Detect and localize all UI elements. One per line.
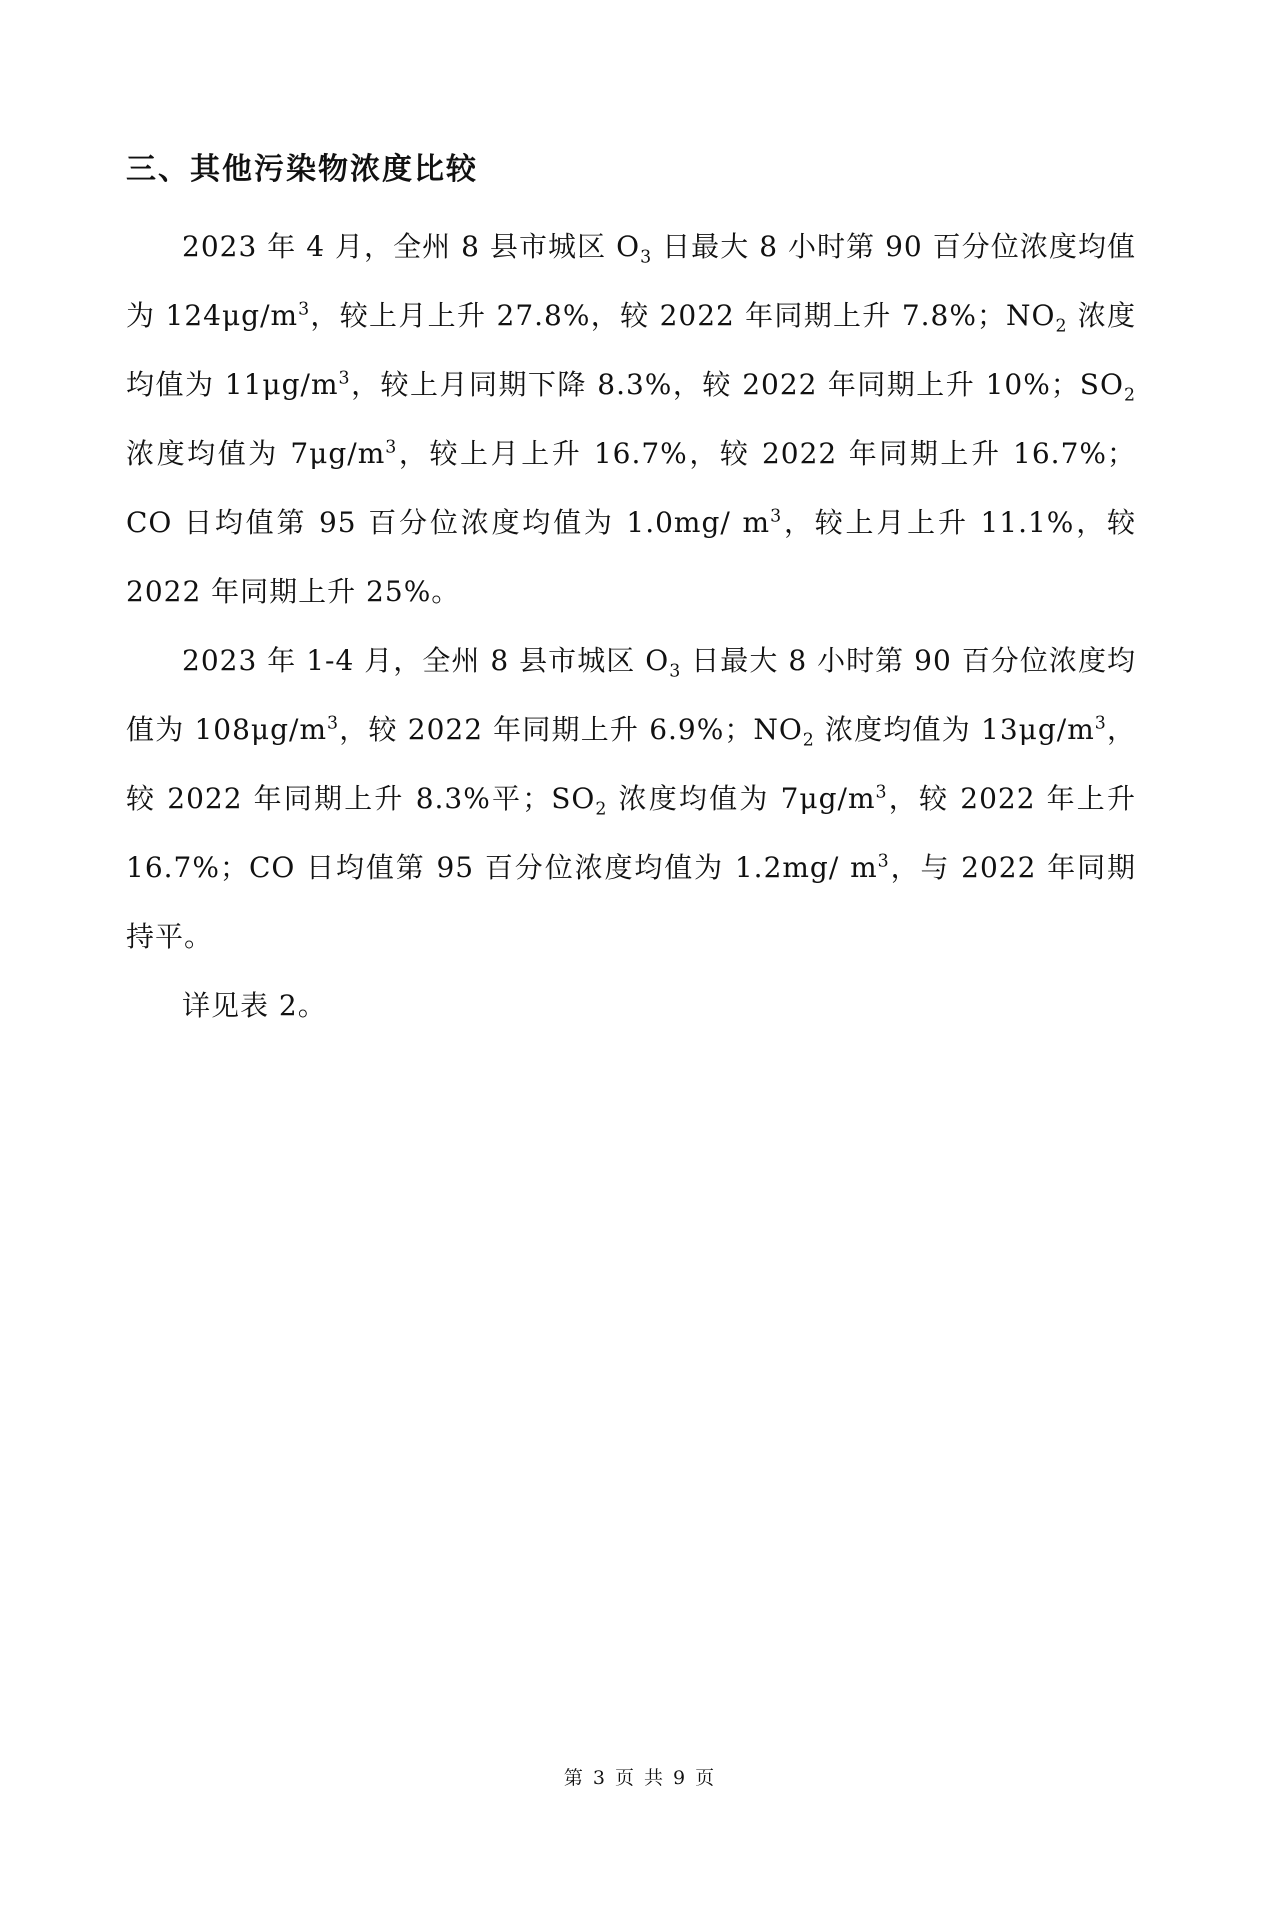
text-run: ，较上月上升 11.1%，较 2022 年同期上升 25%。 <box>126 506 1137 608</box>
text-run: 日最大 8 小时第 90 百分位浓度均值为 108μg/m <box>126 644 1136 746</box>
subscript: 2 <box>1055 316 1068 337</box>
superscript: 3 <box>1094 713 1107 734</box>
paragraph-jan-apr <box>126 626 1136 971</box>
text-run: 浓度均值为 7μg/m <box>607 782 876 815</box>
superscript: 3 <box>877 851 890 872</box>
subscript: 2 <box>802 730 815 751</box>
subscript: 2 <box>1123 385 1136 406</box>
superscript: 3 <box>327 713 340 734</box>
text-run: 详见表 2。 <box>182 989 327 1022</box>
text-run: ，与 2022 年同期持平。 <box>126 851 1136 953</box>
text-run: ，较上月同期下降 8.3%，较 2022 年同期上升 10%；SO <box>350 368 1124 401</box>
superscript: 3 <box>298 299 311 320</box>
page-footer: 第 3 页 共 9 页 <box>563 1767 717 1789</box>
text-run: 日最大 8 小时第 90 百分位浓度均值为 124μg/m <box>126 230 1137 332</box>
superscript: 3 <box>770 506 783 527</box>
text-run: ，较上月上升 27.8%，较 2022 年同期上升 7.8%；NO <box>310 299 1056 332</box>
text-run: 浓度均值为 7μg/m <box>126 437 386 470</box>
section-heading: 三、其他污染物浓度比较 <box>126 152 478 187</box>
body-text <box>126 212 1136 1040</box>
paragraph-see-table <box>126 971 1136 1040</box>
text-run: 浓度均值为 11μg/m <box>126 299 1137 401</box>
text-run: 浓度均值为 13μg/m <box>814 713 1095 746</box>
text-run: 2023 年 4 月，全州 8 县市城区 O <box>182 230 641 263</box>
text-run: 2023 年 1-4 月，全州 8 县市城区 O <box>182 644 670 677</box>
superscript: 3 <box>338 368 351 389</box>
text-run: ，较 2022 年上升 16.7%；CO 日均值第 95 百分位浓度均值为 1.2mg/ m <box>126 782 1137 884</box>
text-run: ，较 2022 年同期上升 6.9%；NO <box>339 713 803 746</box>
superscript: 3 <box>385 437 398 458</box>
text-run: ，较上月上升 16.7%，较 2022 年同期上升 16.7%；CO 日均值第 95 百分位浓度均值为 1.0mg/ m <box>126 437 1137 539</box>
subscript: 2 <box>595 799 608 820</box>
superscript: 3 <box>875 782 888 803</box>
subscript: 3 <box>640 247 653 268</box>
text-run: ，较 2022 年同期上升 8.3%平；SO <box>126 713 1136 815</box>
paragraph-april <box>126 212 1136 626</box>
subscript: 3 <box>669 661 682 682</box>
